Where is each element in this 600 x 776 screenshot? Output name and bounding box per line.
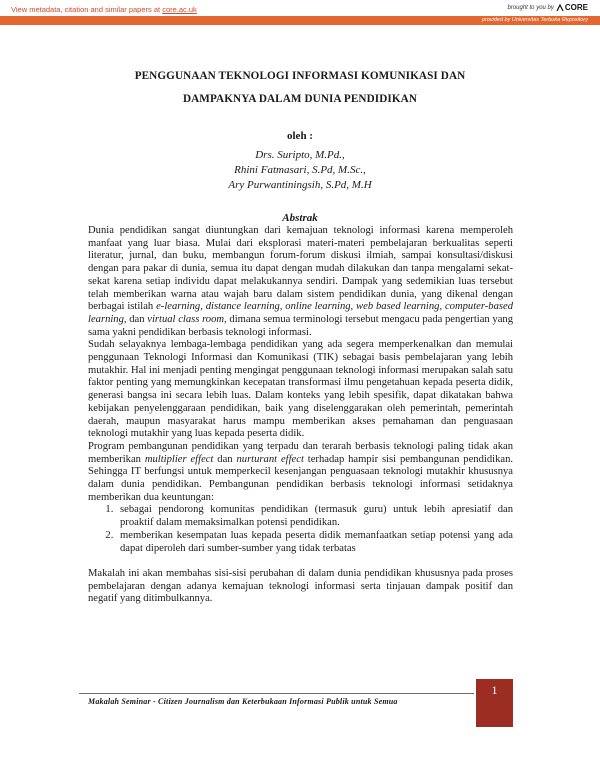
abstract-paragraph-4: Makalah ini akan membahas sisi-sisi perubahan di dalam dunia pendidikan khususnya pada proses pembelajaran dengan adanya kemajuan teknologi informasi serta tinjauan dampak positif dan negatif yang ditimbulkannya. — [88, 567, 513, 605]
benefits-list — [88, 504, 513, 555]
footer-seminar-title: Makalah Seminar - Citizen Journalism dan Keterbukaan Informasi Publik untuk Semua — [88, 697, 398, 706]
author-1: Drs. Suripto, M.Pd., — [255, 149, 345, 161]
page-number-box — [476, 679, 513, 727]
core-logo-text: CORE — [564, 3, 588, 12]
page-number: 1 — [491, 683, 498, 697]
footer-divider — [79, 693, 474, 694]
term-virtual-class-room: virtual class room, — [147, 313, 227, 325]
by-label: oleh : — [287, 130, 313, 142]
paper-title-line-1: PENGGUNAAN TEKNOLOGI INFORMASI KOMUNIKASI DAN — [134, 70, 466, 82]
core-metadata-note — [11, 5, 197, 14]
list-item: 1. sebagai pendorong komunitas pendidikan (termasuk guru) untuk lebih apresiatif dan proaktif dalam memaksimalkan potensi pendidikan. — [116, 504, 513, 529]
core-provided-strip — [0, 16, 600, 25]
paper-title-line-2: DAMPAKNYA DALAM DUNIA PENDIDIKAN — [182, 93, 418, 105]
term-nurturant-effect: nurturant effect — [236, 453, 304, 465]
abstract-paragraph-2: Sudah selayaknya lembaga-lembaga pendidikan yang ada segera memperkenalkan dan memulai penggunaan Teknologi Informasi dan Komunikasi (TIK) sebagai basis pembelajaran yang lebih mutakhir. Hal ini menjadi penting mengingat penggunaan teknologi informasi merupakan salah satu faktor penting yang memungkinkan kecepatan transformasi ilmu pengetahuan kepada peserta didik, generasi bangsa ini secara lebih luas. Dalam konteks yang lebih spesifik, dapat dikatakan bahwa kebijakan penyelenggaraan pendidikan, baik yang diselenggarakan oleh pemerintah, pemerintah daerah, maupun masyarakat harus mampu memberikan akses pemahaman dan penguasaan teknologi mutakhir yang luas kepada peserta didik. — [88, 339, 513, 440]
list-item: 2. memberikan kesempatan luas kepada peserta didik memanfaatkan setiap potensi yang ada dapat diperoleh dari sumber-sumber yang tidak terbatas — [116, 530, 513, 555]
brought-by-text: brought to you by — [507, 4, 554, 11]
author-3: Ary Purwantiningsih, S.Pd, M.H — [228, 179, 372, 191]
abstract-heading: Abstrak — [282, 212, 318, 224]
term-multiplier-effect: multiplier effect — [144, 453, 214, 465]
core-metadata-text: View metadata, citation and similar papers at — [11, 5, 163, 14]
core-banner — [0, 0, 600, 27]
core-logo[interactable] — [556, 3, 588, 12]
core-provided-text: provided by Universitas Terbuka Repository — [481, 17, 588, 23]
abstract-paragraph-3: Program pembangunan pendidikan yang terpadu dan terarah berbasis teknologi paling tidak akan memberikan multiplier effect dan nurturant effect terhadap hampir sisi pembangunan pendidikan. Sehingga IT berfungsi untuk memperkecil kesenjangan penguasaan teknologi mutakhir khususnya dalam dunia pendidikan. Pembangunan pendidikan berbasis teknologi informasi setidaknya memberikan dua keuntungan: — [88, 440, 514, 503]
term-list: e-learning, distance learning, online learning, web based learning, computer-based learning, — [88, 301, 513, 325]
author-2: Rhini Fatmasari, S.Pd, M.Sc., — [234, 164, 366, 176]
core-logo-icon — [556, 4, 564, 12]
abstract-body — [88, 225, 513, 606]
core-brought-by — [508, 3, 589, 12]
abstract-paragraph-1: Dunia pendidikan sangat diuntungkan dari kemajuan teknologi informasi karena memperoleh manfaat yang luar biasa. Mulai dari eksplorasi materi-materi pembelajaran berkualitas seperti literatur, jurnal, dan buku, membangun forum-forum diskusi ilmiah, sampai konsultasi/diskusi dengan para pakar di dunia, semua itu dapat dengan mudah dilakukan dan tanpa mengalami sekat-sekat karena setiap individu dapat melakukannya sendiri. Dampak yang sedemikian luas tersebut telah memberikan warna atau wajah baru dalam sistem pendidikan dunia, yang dikenal dengan berbagai istilah e-learning, distance learning, online learning, web based learning, computer-based learning, dan virtual class room, dimana semua terminologi tersebut mengacu pada pengertian yang sama yakni pendidikan berbasis teknologi informasi. — [88, 225, 514, 338]
core-link[interactable]: core.ac.uk — [162, 5, 197, 14]
